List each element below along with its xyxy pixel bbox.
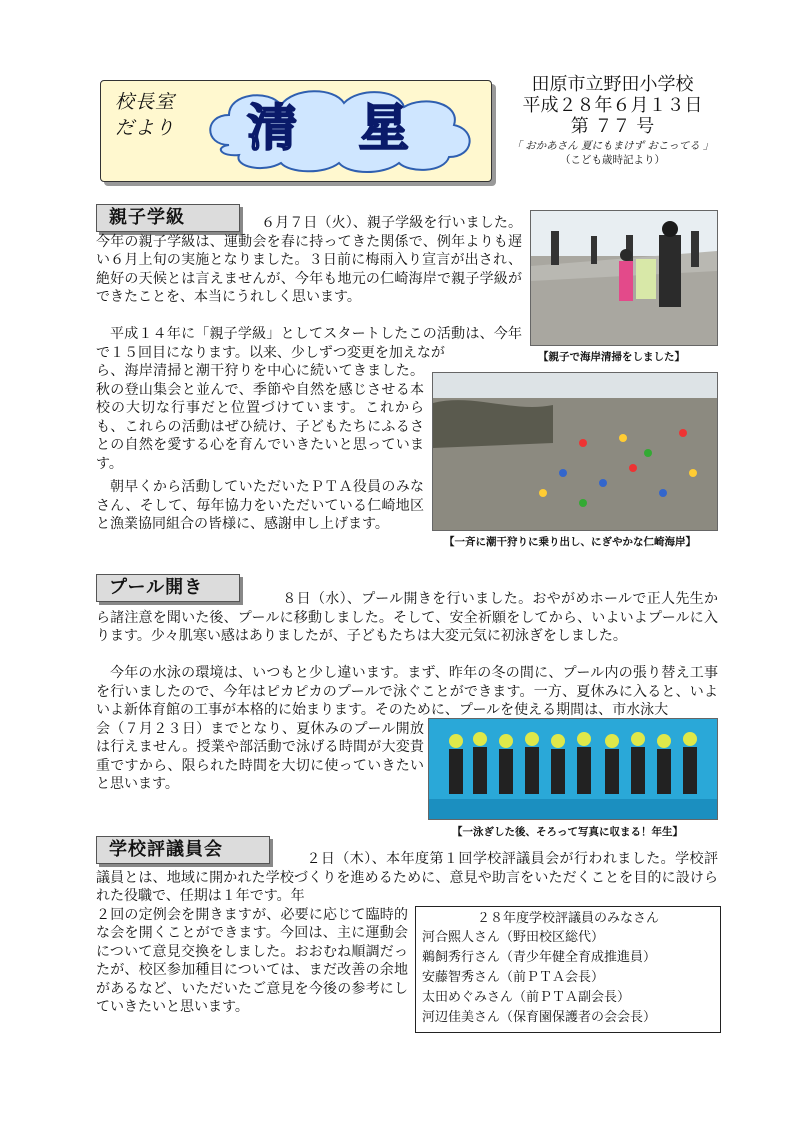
section-heading-council: 学校評議員会 — [96, 836, 270, 864]
member-item: 安藤智秀さん（前ＰＴＡ会長） — [422, 970, 605, 985]
photo-caption-3: 【一泳ぎした後、そろって写真に収まる！年生】 — [452, 826, 683, 838]
school-name: 田原市立野田小学校 — [531, 74, 694, 95]
clam-digging-photo — [432, 372, 718, 531]
masthead-banner — [100, 80, 492, 182]
issue-date: 平成２８年６月１３日 — [522, 95, 703, 116]
council-paragraph-1-continued: ２回の定例会を開きますが、必要に応じて臨時的な会を開くことができます。今回は、主に運動会について意見交換をしました。おおむね順調だったが、校区参加種目については、まだ改善の余地があるなど、いただいたご意見を今後の参考にしていきたいと思います。 — [96, 906, 408, 1015]
pool-paragraph-1: ８日（水）、プール開きを行いました。おやがめホールで正人先生から諸注意を聞いた後、プールに移動しました。そして、安全祈願をしてから、いよいよプールに入ります。少々肌寒い感はありましたが、子どもたちは大変元気に初泳ぎをしました。 — [96, 591, 718, 644]
council-paragraph-1: ２日（木）、本年度第１回学校評議員会が行われました。学校評議員とは、地域に開かれた学校づくりを進めるために、意見や助言をいただくことを目的に設けられた役職で、任期は１年です。年 — [96, 851, 718, 904]
oyako-text-mid — [96, 325, 522, 362]
pool-paragraph-2: 今年の水泳の環境は、いつもと少し違います。まず、昨年の冬の間に、プール内の張り替え工事を行いましたので、今年はピカピカのプールで泳ぐことができます。一方、夏休みに入ると、いよいよ新体育館の工事が本格的に始まります。そのために、プールを使える期間は、市水泳大 — [96, 665, 718, 718]
pool-paragraph-2-continued: 会（７月２３日）までとなり、夏休みのプール開放は行えません。授業や部活動で泳げる時間が大変貴重ですから、限られた時間を大切に使っていきたいと思います。 — [96, 720, 424, 792]
council-members-box — [415, 906, 721, 1033]
oyako-text-bottom — [96, 478, 424, 534]
oyako-paragraph-2a: 平成１４年に「親子学級」としてスタートしたこの活動は、今年で１５回目になります。以来、少しずつ変更を加えなが — [96, 326, 522, 361]
school-info — [505, 74, 720, 167]
oyako-paragraph-2b: ら、海岸清掃と潮干狩りを中心に続いてきました。秋の登山集会と並んで、季節や自然を感じさせる本校の大切な行事だと位置づけています。これからも、これらの活動はぜひ続け、子どもたちにふるさとの自然を愛する心を育んでいきたいと思っています。 — [96, 363, 424, 472]
member-item: 太田めぐみさん（前ＰＴＡ副会長） — [422, 990, 631, 1005]
oyako-paragraph-1: ６月７日（火）、親子学級を行いました。今年の親子学級は、運動会を春に持ってきた関係で、例年よりも遅い６月上旬の実施となりました。３日前に梅雨入り宣言が出され、絶好の天候とは言えませんが、今年も地元の仁崎海岸で親子学級ができたことを、本当にうれしく思います。 — [96, 215, 522, 305]
issue-number: 第 ７７ 号 — [570, 116, 655, 137]
masthead-subtitle-line1: 校長室 — [115, 91, 176, 113]
pool-text-mid — [96, 664, 718, 794]
quote-source: （こども歳時記より） — [560, 154, 665, 166]
member-item: 鵜飼秀行さん（青少年健全育成推進員） — [422, 950, 657, 965]
photo-caption-2: 【一斉に潮干狩りに乗り出し、にぎやかな仁崎海岸】 — [444, 536, 696, 548]
haiku-quote: 「 おかあさん 夏にもまけず おこってる 」 — [511, 140, 714, 152]
photo-caption-1: 【親子で海岸清掃をしました】 — [538, 351, 685, 363]
member-item: 河合熙人さん（野田校区総代） — [422, 930, 605, 945]
newsletter-title: 清 星 — [247, 98, 431, 157]
oyako-text-mid2 — [96, 362, 424, 478]
section-heading-pool: プール開き — [96, 574, 240, 602]
oyako-paragraph-3: 朝早くから活動していただいたＰＴＡ役員のみなさん、そして、毎年協力をいただいている仁崎地区と漁業協同組合の皆様に、感謝申し上げます。 — [96, 479, 424, 532]
masthead-subtitle-line2: だより — [115, 117, 176, 139]
members-title: ２８年度学校評議員のみなさん — [476, 911, 659, 926]
section-heading-oyako: 親子学級 — [96, 204, 240, 232]
member-item: 河辺佳美さん（保育園保護者の会会長） — [422, 1010, 657, 1025]
beach-cleaning-photo — [530, 210, 718, 346]
masthead-subtitle — [115, 89, 185, 141]
oyako-text-top — [96, 214, 522, 307]
pool-text-top — [96, 590, 718, 646]
